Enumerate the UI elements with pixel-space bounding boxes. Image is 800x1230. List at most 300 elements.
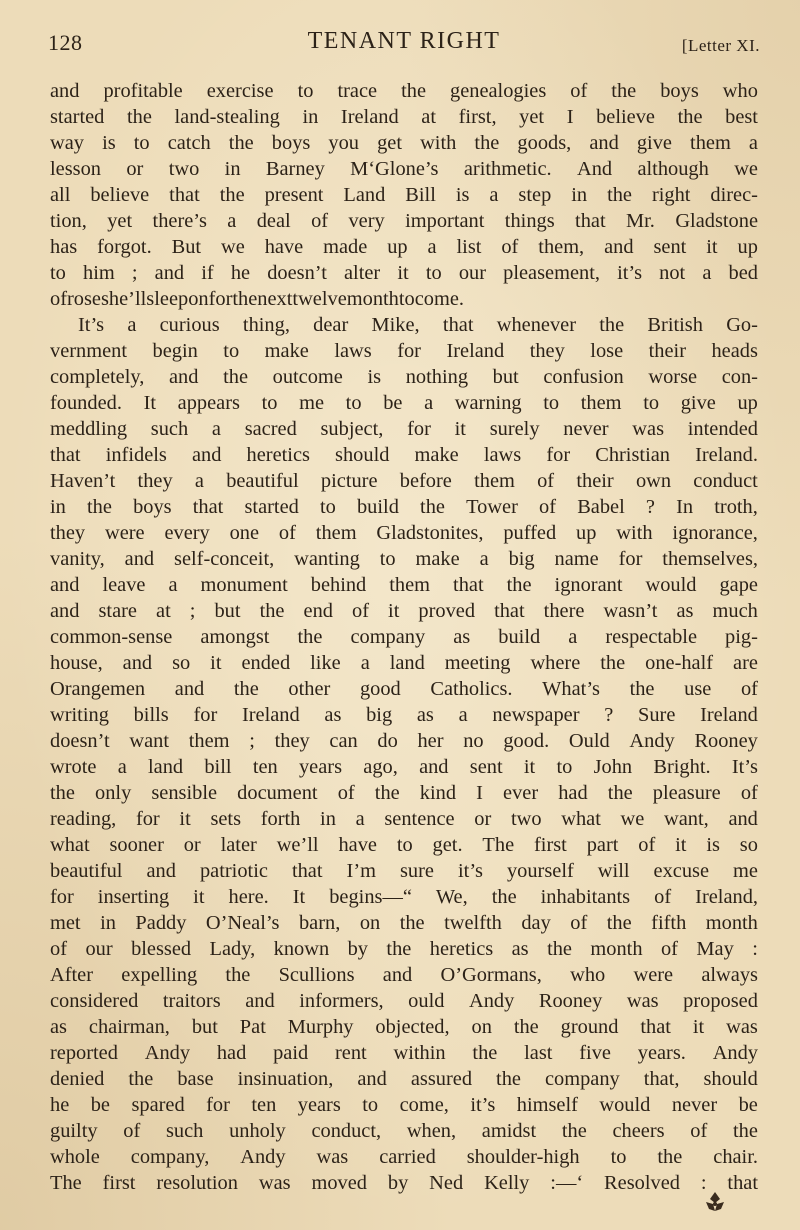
line-word: for xyxy=(50,886,74,908)
line-word: to xyxy=(398,288,415,310)
line-word: step xyxy=(518,184,552,206)
line-word: our xyxy=(458,262,487,284)
line-word: later xyxy=(220,834,257,856)
text-line xyxy=(50,156,758,182)
line-word: surely xyxy=(489,418,540,440)
line-word: five xyxy=(579,1042,611,1064)
line-word: gape xyxy=(719,574,758,596)
line-word: so xyxy=(739,834,758,856)
line-word: ignorance, xyxy=(672,522,758,544)
line-word: them xyxy=(315,522,357,544)
line-word: was xyxy=(316,1146,349,1168)
line-word: house, xyxy=(50,652,103,674)
line-word: next xyxy=(257,288,293,310)
line-word: we’ll xyxy=(276,834,319,856)
line-word: sent xyxy=(469,756,503,778)
line-word: company xyxy=(545,1068,620,1090)
line-word: he xyxy=(50,1094,70,1116)
line-word: with xyxy=(420,132,457,154)
line-word: them xyxy=(389,574,431,596)
line-word: on xyxy=(471,1016,492,1038)
line-word: and xyxy=(174,678,205,700)
line-word: it xyxy=(675,834,687,856)
line-word: to xyxy=(223,340,240,362)
line-word: and xyxy=(124,548,155,570)
line-word: exercise xyxy=(206,80,274,102)
line-word: Andy xyxy=(712,1042,758,1064)
line-word: conduct xyxy=(693,470,758,492)
line-word: monument xyxy=(200,574,288,596)
text-line xyxy=(50,390,758,416)
line-word: her xyxy=(417,730,444,752)
line-word: vernment xyxy=(50,340,128,362)
line-word: on xyxy=(188,288,209,310)
line-word: as xyxy=(453,626,471,648)
line-word: objected, xyxy=(375,1016,450,1038)
line-word: the xyxy=(491,886,517,908)
line-word: like xyxy=(310,652,341,674)
line-word: be xyxy=(738,1094,758,1116)
text-line xyxy=(50,962,758,988)
line-word: of xyxy=(654,886,672,908)
line-word: Gladstonites, xyxy=(376,522,484,544)
line-word: Gladstone xyxy=(675,210,758,232)
text-line xyxy=(50,78,758,104)
line-word: right xyxy=(651,184,691,206)
line-word: reported xyxy=(50,1042,118,1064)
line-word: what xyxy=(561,808,601,830)
text-line xyxy=(50,624,758,650)
line-word: of xyxy=(570,80,588,102)
line-word: as xyxy=(511,938,529,960)
line-word: I xyxy=(476,782,483,804)
line-word: if xyxy=(201,262,214,284)
line-word: sooner xyxy=(109,834,164,856)
line-word: would xyxy=(599,1094,651,1116)
line-word: the xyxy=(420,496,445,518)
line-word: moved xyxy=(311,1172,367,1194)
text-line xyxy=(50,130,758,156)
line-word: forgot. xyxy=(97,236,152,258)
line-word: part xyxy=(586,834,619,856)
text-line xyxy=(50,546,758,572)
line-word: who xyxy=(722,80,758,102)
line-word: such xyxy=(150,418,189,440)
line-word: self-conceit, xyxy=(174,548,275,570)
line-word: we xyxy=(220,236,245,258)
line-word: sacred xyxy=(244,418,297,440)
line-word: and xyxy=(50,574,80,596)
line-word: After xyxy=(50,964,94,986)
line-word: company, xyxy=(130,1146,210,1168)
line-word: give xyxy=(636,132,672,154)
line-word: as xyxy=(324,704,342,726)
line-word: has xyxy=(50,236,78,258)
line-word: it xyxy=(179,808,191,830)
line-word: was xyxy=(258,1172,291,1194)
text-line xyxy=(50,1040,758,1066)
line-word: M‘Glone’s xyxy=(350,158,439,180)
line-word: a xyxy=(458,704,468,726)
line-word: Ned xyxy=(429,1172,464,1194)
line-word: on xyxy=(359,912,381,934)
text-line xyxy=(50,442,758,468)
line-word: Catholics. xyxy=(430,678,513,700)
line-word: never xyxy=(563,418,609,440)
line-word: And xyxy=(576,158,613,180)
line-word: inserting xyxy=(97,886,170,908)
line-word: of xyxy=(570,912,588,934)
line-word: a xyxy=(702,262,712,284)
line-word: It xyxy=(143,392,157,414)
line-word: of xyxy=(123,1120,141,1142)
line-word: wanting xyxy=(294,548,360,570)
line-word: and xyxy=(146,860,176,882)
line-word: me xyxy=(733,860,758,882)
line-word: when, xyxy=(406,1120,457,1142)
text-line xyxy=(50,884,758,910)
line-word: Barney xyxy=(265,158,325,180)
line-word: Resolved xyxy=(604,1172,680,1194)
line-word: would xyxy=(645,574,697,596)
line-word: direc- xyxy=(710,184,758,206)
line-word: them xyxy=(474,470,515,492)
line-word: writing xyxy=(50,704,109,726)
line-word: Pat xyxy=(239,1016,266,1038)
line-word: outcome xyxy=(272,366,343,388)
line-word: they xyxy=(529,340,565,362)
text-line xyxy=(50,676,758,702)
line-word: known xyxy=(273,938,330,960)
line-word: the xyxy=(513,1016,539,1038)
line-word: meddling xyxy=(50,418,128,440)
line-word: way xyxy=(50,132,84,154)
line-word: it xyxy=(454,418,466,440)
line-word: sentence xyxy=(384,808,455,830)
line-word: sent xyxy=(653,236,687,258)
line-word: genealogies xyxy=(450,80,547,102)
line-word: heretics xyxy=(246,444,310,466)
line-word: Ireland xyxy=(700,704,758,726)
line-word: land xyxy=(389,652,425,674)
line-word: Haven’t xyxy=(50,470,116,492)
line-word: to xyxy=(379,548,396,570)
line-word: one xyxy=(229,522,260,544)
line-word: own xyxy=(635,470,672,492)
line-word: puffed xyxy=(503,522,557,544)
line-word: it xyxy=(388,600,400,622)
line-word: was xyxy=(626,990,659,1012)
line-word: one-half xyxy=(645,652,714,674)
line-word: a xyxy=(489,184,499,206)
line-word: to xyxy=(345,392,362,414)
line-word: But xyxy=(171,236,202,258)
line-word: what xyxy=(50,834,90,856)
line-word: by xyxy=(347,938,368,960)
line-word: amongst xyxy=(200,626,270,648)
line-word: come, xyxy=(399,1094,449,1116)
line-word: shoulder-high xyxy=(466,1146,580,1168)
line-word: as xyxy=(416,704,434,726)
line-word: whole xyxy=(50,1146,100,1168)
line-word: boys xyxy=(271,132,311,154)
line-word: and xyxy=(50,80,80,102)
line-word: for xyxy=(206,1094,230,1116)
line-word: sure xyxy=(400,860,434,882)
line-word: pleasure xyxy=(652,782,721,804)
line-word: Tower xyxy=(466,496,518,518)
line-word: We, xyxy=(435,886,468,908)
line-word: is xyxy=(706,834,720,856)
line-word: bill xyxy=(204,756,232,778)
running-head xyxy=(48,26,760,58)
line-word: the xyxy=(233,678,259,700)
line-word: our xyxy=(85,938,113,960)
line-word: not xyxy=(659,262,686,284)
line-word: that xyxy=(727,1172,758,1194)
line-word: be xyxy=(383,392,403,414)
line-word: Babel xyxy=(577,496,625,518)
line-word: should xyxy=(335,444,390,466)
line-word: years xyxy=(298,756,343,778)
line-word: much xyxy=(712,600,758,622)
line-word: them xyxy=(580,392,622,414)
line-word: yet xyxy=(107,210,133,232)
line-word: sensible xyxy=(151,782,218,804)
line-word: up xyxy=(576,522,597,544)
line-word: of xyxy=(539,496,557,518)
line-word: John xyxy=(593,756,633,778)
line-word: a xyxy=(211,418,221,440)
line-word: a xyxy=(748,132,758,154)
line-word: the xyxy=(547,938,572,960)
text-line xyxy=(50,494,758,520)
line-word: it’s xyxy=(470,1094,496,1116)
line-word: was xyxy=(632,418,665,440)
line-word: respectable xyxy=(605,626,698,648)
line-word: chairman, xyxy=(88,1016,170,1038)
line-word: the xyxy=(607,782,633,804)
line-word: only xyxy=(95,782,132,804)
line-word: wrote xyxy=(50,756,97,778)
text-line xyxy=(50,104,758,130)
line-word: as xyxy=(50,1016,67,1038)
line-word: or xyxy=(474,808,492,830)
line-word: completely, xyxy=(50,366,145,388)
line-word: want, xyxy=(664,808,709,830)
line-word: it’s xyxy=(617,262,643,284)
line-word: no xyxy=(463,730,484,752)
line-word: I’m xyxy=(346,860,376,882)
line-word: and xyxy=(419,756,449,778)
line-word: Andy xyxy=(629,730,675,752)
line-word: the xyxy=(223,366,248,388)
line-word: to xyxy=(396,834,413,856)
line-word: inhabitants xyxy=(540,886,631,908)
line-word: to xyxy=(50,262,66,284)
line-word: yet xyxy=(519,106,545,128)
line-word: insinuation, xyxy=(237,1068,334,1090)
line-word: ? xyxy=(645,496,655,518)
line-word: to xyxy=(556,756,573,778)
line-word: all xyxy=(50,184,71,206)
line-word: profitable xyxy=(103,80,183,102)
line-word: Go- xyxy=(726,314,758,336)
text-line xyxy=(50,780,758,806)
text-line xyxy=(50,520,758,546)
line-word: up xyxy=(387,236,408,258)
line-word: : xyxy=(700,1172,707,1194)
text-line xyxy=(50,1170,758,1196)
line-word: the xyxy=(128,1068,154,1090)
line-word: heads xyxy=(711,340,758,362)
line-word: boys xyxy=(660,80,699,102)
line-word: Mike, xyxy=(371,314,420,336)
line-word: alter xyxy=(344,262,381,284)
line-word: base xyxy=(177,1068,214,1090)
line-word: be xyxy=(90,1094,110,1116)
line-word: founded. xyxy=(50,392,122,414)
line-word: such xyxy=(166,1120,204,1142)
line-word: you xyxy=(328,132,359,154)
line-word: informers, xyxy=(299,990,384,1012)
line-word: that xyxy=(50,444,81,466)
text-line xyxy=(50,702,758,728)
line-word: twelvemonth xyxy=(292,288,399,310)
line-word: a xyxy=(355,808,365,830)
line-word: assured xyxy=(410,1068,473,1090)
line-word: It’s xyxy=(731,756,758,778)
line-word: so xyxy=(172,652,191,674)
line-word: Murphy xyxy=(287,1016,354,1038)
line-word: that xyxy=(575,210,606,232)
line-word: the xyxy=(629,678,655,700)
line-word: Andy xyxy=(469,990,515,1012)
line-word: Paddy xyxy=(135,912,187,934)
line-word: of xyxy=(311,210,329,232)
line-word: will xyxy=(597,860,630,882)
line-word: of xyxy=(690,1120,708,1142)
text-line xyxy=(50,754,758,780)
line-word: present xyxy=(264,184,324,206)
line-word: but xyxy=(191,1016,218,1038)
line-word: Bill xyxy=(405,184,436,206)
line-word: by xyxy=(387,1172,409,1194)
text-line xyxy=(50,728,758,754)
line-word: or xyxy=(126,158,144,180)
line-word: Andy xyxy=(144,1042,191,1064)
line-word: beautiful xyxy=(50,860,123,882)
line-word: good xyxy=(359,678,401,700)
line-word: were xyxy=(633,964,674,986)
line-word: for xyxy=(618,548,643,570)
line-word: there’s xyxy=(152,210,207,232)
line-word: bills xyxy=(133,704,169,726)
line-word: first xyxy=(102,1172,136,1194)
text-line xyxy=(50,208,758,234)
line-word: dear xyxy=(313,314,349,336)
line-word: : xyxy=(752,938,758,960)
line-word: British xyxy=(647,314,703,336)
line-word: give xyxy=(680,392,716,414)
line-word: Orangemen xyxy=(50,678,146,700)
line-word: a xyxy=(568,626,578,648)
line-word: here. xyxy=(228,886,269,908)
line-word: in xyxy=(50,496,66,518)
line-word: the xyxy=(599,314,625,336)
line-word: meeting xyxy=(444,652,511,674)
text-line xyxy=(50,1144,758,1170)
line-word: to xyxy=(261,392,278,414)
line-word: a xyxy=(360,652,370,674)
line-word: years. xyxy=(637,1042,686,1064)
line-word: the xyxy=(219,184,245,206)
line-word: is xyxy=(367,366,382,388)
line-word: The xyxy=(50,1172,82,1194)
line-word: do xyxy=(377,730,398,752)
line-word: that xyxy=(640,1016,671,1038)
line-word: pleasement, xyxy=(503,262,600,284)
line-word: can xyxy=(329,730,358,752)
line-word: the xyxy=(606,912,632,934)
line-word: a xyxy=(479,548,489,570)
line-word: a xyxy=(127,314,137,336)
line-word: sets xyxy=(210,808,242,830)
line-word: made xyxy=(323,236,368,258)
line-word: name xyxy=(554,548,599,570)
line-word: unholy xyxy=(229,1120,286,1142)
line-word: end xyxy=(303,600,333,622)
line-word: kind xyxy=(419,782,457,804)
line-word: conduct, xyxy=(311,1120,382,1142)
line-word: met xyxy=(50,912,81,934)
line-word: the xyxy=(225,964,251,986)
line-word: it xyxy=(692,1016,705,1038)
line-word: a xyxy=(424,392,434,414)
line-word: important xyxy=(405,210,485,232)
line-word: that xyxy=(169,184,200,206)
line-word: Ireland xyxy=(340,106,399,128)
text-line xyxy=(50,1118,758,1144)
line-word: Ireland xyxy=(446,340,505,362)
line-word: doesn’t xyxy=(267,262,327,284)
line-word: a xyxy=(117,756,127,778)
line-word: of xyxy=(740,678,758,700)
line-word: make xyxy=(264,340,309,362)
line-word: best xyxy=(725,106,758,128)
line-word: every xyxy=(164,522,210,544)
line-word: sleep xyxy=(146,288,189,310)
line-word: What’s xyxy=(542,678,600,700)
line-word: It xyxy=(292,886,306,908)
line-word: whenever xyxy=(496,314,576,336)
line-word: May xyxy=(696,938,734,960)
line-word: it xyxy=(193,886,205,908)
line-word: Land xyxy=(343,184,386,206)
text-line xyxy=(50,572,758,598)
line-word: Mr. xyxy=(626,210,655,232)
line-word: proved xyxy=(418,600,476,622)
line-word: a xyxy=(427,236,437,258)
text-line xyxy=(50,1092,758,1118)
line-word: trace xyxy=(337,80,378,102)
line-word: stare xyxy=(98,600,137,622)
line-word: they xyxy=(137,470,173,492)
line-word: ignorant xyxy=(554,574,623,596)
line-word: for xyxy=(407,418,431,440)
line-word: we xyxy=(620,808,645,830)
line-word: worse xyxy=(648,366,698,388)
